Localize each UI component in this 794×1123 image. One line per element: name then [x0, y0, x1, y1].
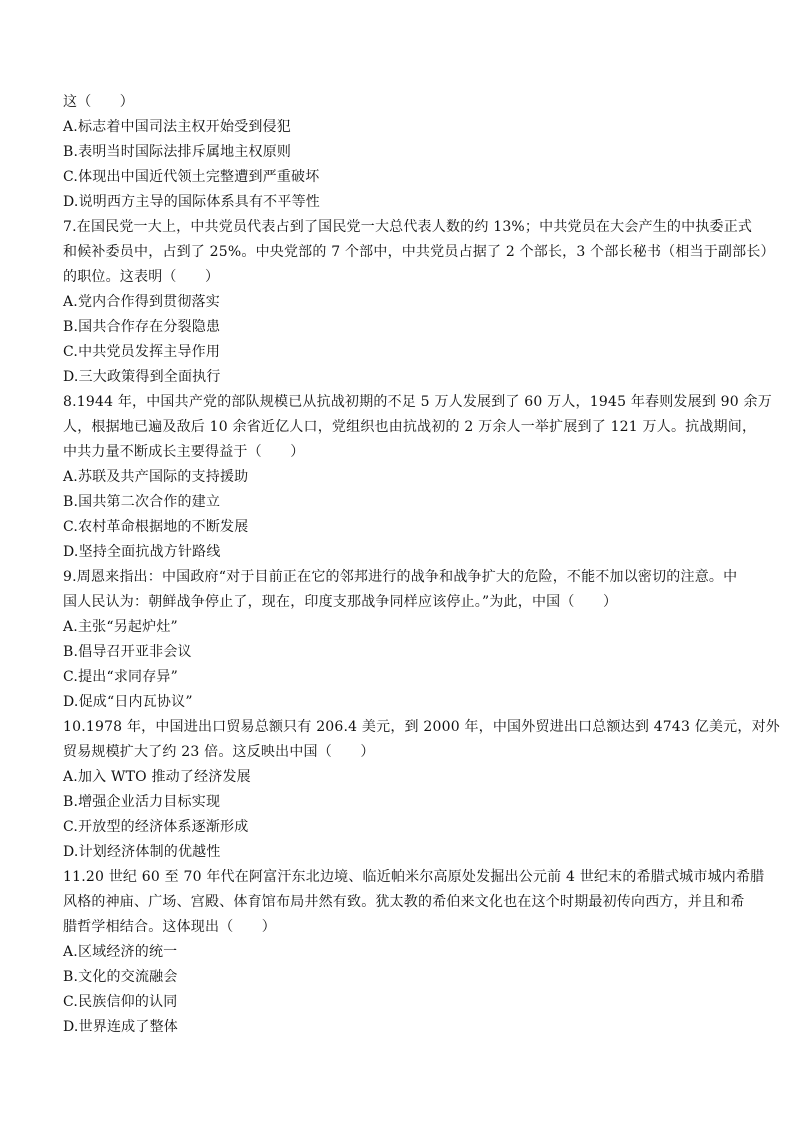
option-a: A.主张“另起炉灶”: [63, 619, 178, 635]
option-c: C.中共党员发挥主导作用: [63, 344, 221, 360]
option-d: D.三大政策得到全面执行: [63, 369, 221, 385]
question-stem-line: 人，根据地已遍及敌后 10 余省近亿人口，党组织也由抗战初的 2 万余人一举扩展到了 121 万人。抗战期间，: [63, 419, 757, 435]
option-b: B.表明当时国际法排斥属地主权原则: [63, 144, 292, 160]
question-item: [63, 715, 780, 865]
option-c: C.农村革命根据地的不断发展: [63, 519, 249, 535]
option-d: D.促成“日内瓦协议”: [63, 694, 193, 710]
question-item: [63, 565, 738, 715]
question-stem-line: 7.在国民党一大上，中共党员代表占到了国民党一大总代表人数的约 13%；中共党员在大会产生的中执委正式: [63, 219, 753, 235]
question-item: [63, 215, 775, 390]
option-a: A.苏联及共产国际的支持援助: [63, 469, 249, 485]
question-stem-line: 和候补委员中，占到了 25%。中央党部的 7 个部中，中共党员占据了 2 个部长，3 个部长秘书（相当于副部长）: [63, 244, 775, 260]
question-item: [63, 390, 772, 565]
question-stem-line: 腊哲学相结合。这体现出（ ）: [63, 919, 276, 935]
option-a: A.标志着中国司法主权开始受到侵犯: [63, 119, 291, 135]
option-b: B.增强企业活力目标实现: [63, 794, 221, 810]
question-stem-line: 9.周恩来指出：中国政府“对于目前正在它的邻邦进行的战争和战争扩大的危险，不能不加以密切的注意。中: [63, 569, 738, 585]
question-stem-line: 10.1978 年，中国进出口贸易总额只有 206.4 美元，到 2000 年，中国外贸进出口总额达到 4743 亿美元，对外: [63, 719, 780, 735]
option-b: B.倡导召开亚非会议: [63, 644, 192, 660]
question-stem-line: 这（ ）: [63, 94, 134, 110]
question-item: [63, 90, 733, 215]
option-c: C.体现出中国近代领土完整遭到严重破坏: [63, 169, 320, 185]
option-d: D.坚持全面抗战方针路线: [63, 544, 221, 560]
option-c: C.开放型的经济体系逐渐形成: [63, 819, 249, 835]
option-d: D.计划经济体制的优越性: [63, 844, 221, 860]
option-a: A.党内合作得到贯彻落实: [63, 294, 220, 310]
question-stem-line: 8.1944 年，中国共产党的部队规模已从抗战初期的不足 5 万人发展到了 60 万人，1945 年春则发展到 90 余万: [63, 394, 772, 410]
option-a: A.加入 WTO 推动了经济发展: [63, 769, 251, 785]
question-item: [63, 865, 765, 1040]
option-c: C.提出“求同存异”: [63, 669, 178, 685]
option-b: B.国共第二次合作的建立: [63, 494, 221, 510]
option-d: D.说明西方主导的国际体系具有不平等性: [63, 194, 320, 210]
option-d: D.世界连成了整体: [63, 1019, 178, 1035]
option-c: C.民族信仰的认同: [63, 994, 178, 1010]
option-a: A.区域经济的统一: [63, 944, 178, 960]
option-b: B.国共合作存在分裂隐患: [63, 319, 221, 335]
question-stem-line: 国人民认为：朝鲜战争停止了，现在，印度支那战争同样应该停止。”为此，中国（ ）: [63, 594, 618, 610]
question-stem-line: 的职位。这表明（ ）: [63, 269, 220, 285]
option-b: B.文化的交流融会: [63, 969, 178, 985]
question-stem-line: 中共力量不断成长主要得益于（ ）: [63, 444, 305, 460]
question-list: [63, 90, 780, 1040]
question-stem-line: 贸易规模扩大了约 23 倍。这反映出中国（ ）: [63, 744, 375, 760]
question-stem-line: 11.20 世纪 60 至 70 年代在阿富汗东北边境、临近帕米尔高原处发掘出公元前 4 世纪末的希腊式城市城内希腊: [63, 869, 765, 885]
question-stem-line: 风格的神庙、广场、宫殿、体育馆布局井然有致。犹太教的希伯来文化也在这个时期最初传向西方，并且和希: [63, 894, 745, 910]
